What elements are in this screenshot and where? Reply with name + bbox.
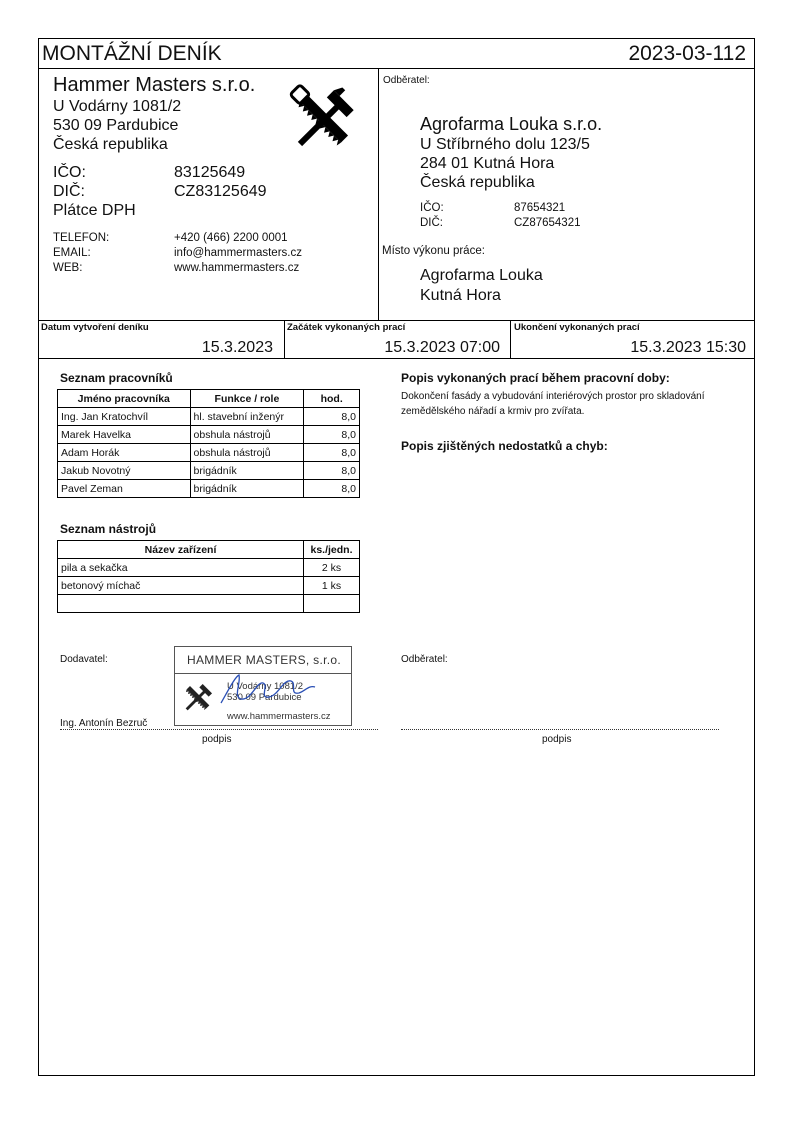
work-description-title: Popis vykonaných prací během pracovní doby: (401, 371, 670, 385)
worker-role: obshula nástrojů (190, 444, 304, 462)
supplier-ico: 83125649 (174, 164, 246, 181)
worker-hours: 8,0 (304, 462, 360, 480)
work-start-value: 15.3.2023 07:00 (384, 339, 500, 356)
work-description-line-2: zemědělského nářadí a krmiv pro zvířata. (401, 406, 585, 417)
table-row (58, 559, 360, 577)
worker-role: brigádník (190, 462, 304, 480)
stamp-web: www.hammermasters.cz (227, 711, 331, 722)
customer-ico: 87654321 (514, 202, 566, 214)
supplier-ico-label: IČO: (53, 164, 86, 181)
tool-qty: 1 ks (304, 577, 360, 595)
supplier-phone: +420 (466) 2200 0001 (174, 232, 288, 244)
tools-table (57, 540, 360, 613)
customer-address-country: Česká republika (420, 174, 535, 191)
worker-hours: 8,0 (304, 480, 360, 498)
worker-hours: 8,0 (304, 408, 360, 426)
company-stamp (174, 646, 352, 726)
supplier-phone-label: TELEFON: (53, 232, 110, 244)
tool-qty: 2 ks (304, 559, 360, 577)
tools-col-name: Název zařízení (58, 541, 304, 559)
stamp-street: U Vodárny 1081/2 (227, 681, 304, 692)
party-divider (378, 68, 379, 321)
created-date-label: Datum vytvoření deníku (41, 322, 149, 333)
table-row (58, 577, 360, 595)
worker-hours: 8,0 (304, 426, 360, 444)
dates-divider-1 (284, 320, 285, 358)
supplier-dic-label: DIČ: (53, 183, 85, 200)
supplier-sign-label: Dodavatel: (60, 654, 108, 665)
worker-name: Adam Horák (58, 444, 191, 462)
dates-divider-2 (510, 320, 511, 358)
supplier-signature-line (60, 729, 378, 730)
worksite-line-1: Agrofarma Louka (420, 267, 543, 284)
workers-col-role: Funkce / role (190, 390, 304, 408)
supplier-sign-caption: podpis (202, 734, 232, 745)
customer-dic-label: DIČ: (420, 217, 443, 229)
created-date-value: 15.3.2023 (201, 339, 273, 356)
customer-address-city: 284 01 Kutná Hora (420, 155, 555, 172)
work-end-value: 15.3.2023 15:30 (630, 339, 746, 356)
workers-title: Seznam pracovníků (60, 371, 173, 385)
supplier-web: www.hammermasters.cz (174, 262, 300, 274)
supplier-web-label: WEB: (53, 262, 83, 274)
worksite-line-2: Kutná Hora (420, 287, 501, 304)
workers-table (57, 389, 360, 498)
worker-role: hl. stavební inženýr (190, 408, 304, 426)
tool-name (58, 595, 304, 613)
supplier-sign-person: Ing. Antonín Bezruč (60, 718, 148, 729)
dates-bottom-divider (38, 358, 755, 359)
worker-role: obshula nástrojů (190, 426, 304, 444)
table-row (58, 480, 360, 498)
customer-name: Agrofarma Louka s.r.o. (420, 114, 603, 134)
tools-title: Seznam nástrojů (60, 522, 157, 536)
supplier-address-city: 530 09 Pardubice (53, 117, 179, 134)
stamp-company-name: HAMMER MASTERS, s.r.o. (187, 653, 341, 667)
worksite-label: Místo výkonu práce: (382, 245, 485, 257)
supplier-email: info@hammermasters.cz (174, 247, 302, 259)
table-row (58, 444, 360, 462)
customer-dic: CZ87654321 (514, 217, 581, 229)
customer-signature-line (401, 729, 719, 730)
tools-col-qty: ks./jedn. (304, 541, 360, 559)
tools-header-row (58, 541, 360, 559)
table-row (58, 408, 360, 426)
workers-col-name: Jméno pracovníka (58, 390, 191, 408)
tool-name: pila a sekačka (58, 559, 304, 577)
work-start-label: Začátek vykonaných prací (287, 322, 406, 333)
workers-header-row (58, 390, 360, 408)
workers-col-hours: hod. (304, 390, 360, 408)
tool-name: betonový míchač (58, 577, 304, 595)
customer-sign-caption: podpis (542, 734, 572, 745)
work-end-label: Ukončení vykonaných prací (514, 322, 640, 333)
supplier-dic: CZ83125649 (174, 183, 267, 200)
supplier-address-street: U Vodárny 1081/2 (53, 98, 182, 115)
supplier-vat-status: Plátce DPH (53, 202, 136, 219)
work-description-line-1: Dokončení fasády a vybudování interiérových prostor pro skladování (401, 391, 705, 402)
table-row (58, 462, 360, 480)
stamp-city: 530 09 Pardubice (227, 692, 302, 703)
document-title: MONTÁŽNÍ DENÍK (42, 42, 222, 65)
customer-ico-label: IČO: (420, 202, 444, 214)
supplier-address-country: Česká republika (53, 136, 168, 153)
dates-top-divider (38, 320, 755, 321)
worker-name: Pavel Zeman (58, 480, 191, 498)
table-row (58, 426, 360, 444)
supplier-email-label: EMAIL: (53, 247, 91, 259)
handwritten-signature (211, 669, 321, 709)
crossed-saw-hammer-icon (286, 84, 362, 156)
worker-name: Jakub Novotný (58, 462, 191, 480)
worker-name: Ing. Jan Kratochvíl (58, 408, 191, 426)
worker-name: Marek Havelka (58, 426, 191, 444)
customer-label: Odběratel: (383, 75, 430, 86)
tool-qty (304, 595, 360, 613)
customer-sign-label: Odběratel: (401, 654, 448, 665)
table-row (58, 595, 360, 613)
header-divider (38, 68, 755, 69)
supplier-name: Hammer Masters s.r.o. (53, 74, 256, 96)
worker-role: brigádník (190, 480, 304, 498)
defects-title: Popis zjištěných nedostatků a chyb: (401, 439, 608, 453)
document-number: 2023-03-112 (628, 42, 746, 65)
customer-address-street: U Stříbrného dolu 123/5 (420, 136, 590, 153)
worker-hours: 8,0 (304, 444, 360, 462)
